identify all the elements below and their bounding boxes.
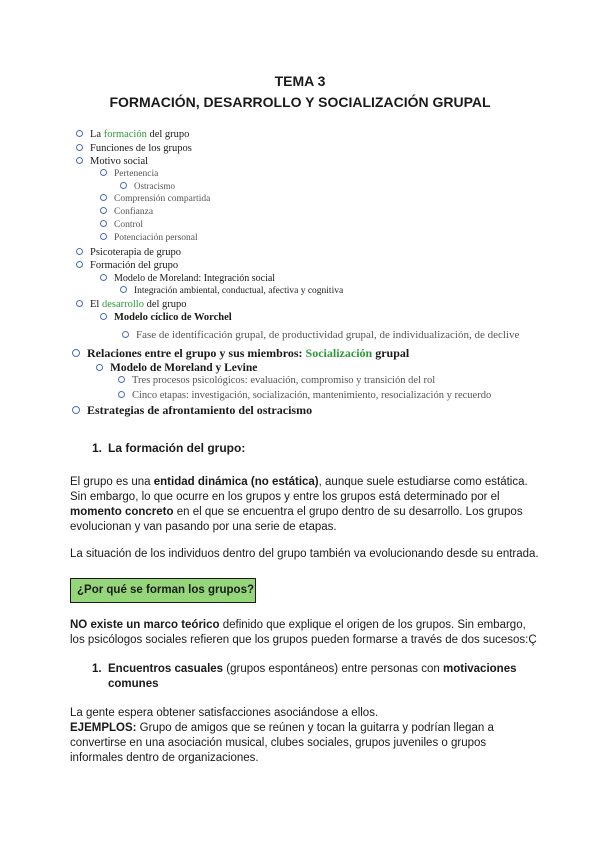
section-heading: La formación del grupo: [108,441,246,455]
paragraph-line: Sin embargo, lo que ocurre en los grupos y entre los grupos está determinado por el [70,491,500,503]
toc-subitem: Potenciación personal [100,233,198,243]
bullet-icon [72,406,80,414]
toc-subsubitem: Ostracismo [120,181,175,191]
toc-subsubitem: Cinco etapas: investigación, socialización, mantenimiento, resocialización y recuerdo [118,390,491,401]
bullet-icon [76,261,83,268]
list-item-line: comunes [108,678,159,690]
toc-item: Psicoterapia de grupo [76,247,181,258]
toc-subitem: Modelo de Moreland y Levine [96,362,257,374]
bullet-icon [122,331,129,338]
list-item-line: Encuentros casuales (grupos espontáneos) entre personas con motivaciones [108,663,517,675]
bullet-icon [72,349,80,357]
bullet-icon [100,274,107,281]
toc-subitem: Confianza [100,207,153,217]
paragraph-line: los psicólogos sociales refieren que los grupos pueden formarse a través de dos sucesos:Ç [70,634,537,646]
bullet-icon [120,182,127,189]
paragraph-line: EJEMPLOS: Grupo de amigos que se reúnen y tocan la guitarra y podrían llegan a [70,722,494,734]
toc-item: Relaciones entre el grupo y sus miembros: Socialización grupal [72,346,409,361]
toc-item: Estrategias de afrontamiento del ostracismo [72,403,312,418]
bullet-icon [76,144,83,151]
toc-item: Motivo social [76,156,148,167]
toc-subsubitem: Fase de identificación grupal, de productividad grupal, de individualización, de declive [122,329,519,341]
paragraph-line: evolucionan y van pasando por una serie de etapas. [70,521,337,533]
section-number: 1. [92,441,103,455]
bullet-icon [118,391,125,398]
paragraph-line: La situación de los individuos dentro del grupo también va evolucionando desde su entrada. [70,548,539,560]
bullet-icon [96,364,103,371]
toc-subitem: Pertenencia [100,169,158,179]
bullet-icon [76,157,83,164]
toc-item: La formación del grupo [76,129,189,140]
bullet-icon [100,233,107,240]
paragraph-line: La gente espera obtener satisfacciones asociándose a ellos. [70,707,379,719]
document-title: FORMACIÓN, DESARROLLO Y SOCIALIZACIÓN GRUPAL [109,94,491,110]
document-tema: TEMA 3 [274,73,326,89]
bullet-icon [100,220,107,227]
paragraph-line: convertirse en una asociación musical, clubes sociales, grupos juveniles o grupos [70,737,487,749]
toc-subitem: Comprensión compartida [100,194,210,204]
question-box: ¿Por qué se forman los grupos? [70,578,256,603]
toc-item: Funciones de los grupos [76,143,192,154]
bullet-icon [118,376,125,383]
toc-subsubitem: Tres procesos psicológicos: evaluación, compromiso y transición del rol [118,375,435,386]
bullet-icon [100,169,107,176]
toc-item: El desarrollo del grupo [76,299,187,310]
paragraph-line: NO existe un marco teórico definido que explique el origen de los grupos. Sin embargo, [70,619,526,631]
paragraph-line: El grupo es una entidad dinámica (no estática), aunque suele estudiarse como estática. [70,476,528,488]
toc-subsubitem: Integración ambiental, conductual, afectiva y cognitiva [120,286,343,296]
bullet-icon [120,286,127,293]
list-number: 1. [92,663,102,675]
bullet-icon [76,130,83,137]
bullet-icon [100,313,107,320]
bullet-icon [100,207,107,214]
toc-item: Formación del grupo [76,260,178,271]
bullet-icon [76,248,83,255]
toc-subitem: Control [100,220,143,230]
paragraph-line: informales dentro de organizaciones. [70,752,259,764]
paragraph-line: momento concreto en el que se encuentra el grupo dentro de su desarrollo. Los grupos [70,506,523,518]
bullet-icon [76,300,83,307]
toc-subitem: Modelo de Moreland: Integración social [100,273,275,284]
toc-subitem: Modelo cíclico de Worchel [100,312,232,323]
bullet-icon [100,194,107,201]
